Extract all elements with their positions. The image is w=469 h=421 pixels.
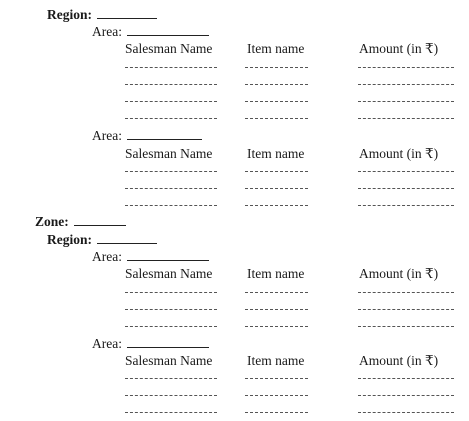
salesman-dash	[125, 292, 217, 293]
salesman-dash	[125, 67, 217, 68]
item-dash	[245, 205, 308, 206]
area-blank	[127, 336, 209, 348]
salesman-dash	[125, 395, 217, 396]
zone-label: Zone:	[35, 214, 126, 230]
header-item-name: Item name	[247, 353, 305, 368]
header-item-name: Item name	[247, 41, 305, 56]
amount-dash	[358, 292, 454, 293]
area-label: Area:	[92, 336, 209, 352]
amount-dash	[358, 188, 454, 189]
item-dash	[245, 412, 308, 413]
amount-dash	[358, 412, 454, 413]
salesman-dash	[125, 188, 217, 189]
item-dash	[245, 101, 308, 102]
item-dash	[245, 378, 308, 379]
amount-dash	[358, 378, 454, 379]
region-blank	[97, 232, 157, 244]
amount-dash	[358, 395, 454, 396]
amount-dash	[358, 101, 454, 102]
header-salesman-name: Salesman Name	[125, 266, 213, 281]
header-amount: Amount (in ₹)	[359, 41, 439, 56]
area-blank	[127, 128, 202, 140]
amount-dash	[358, 67, 454, 68]
salesman-dash	[125, 412, 217, 413]
item-dash	[245, 171, 308, 172]
salesman-dash	[125, 171, 217, 172]
salesman-dash	[125, 84, 217, 85]
amount-dash	[358, 118, 454, 119]
item-dash	[245, 67, 308, 68]
header-amount: Amount (in ₹)	[359, 266, 439, 281]
item-dash	[245, 292, 308, 293]
amount-dash	[358, 171, 454, 172]
area-label: Area:	[92, 128, 202, 144]
area-label: Area:	[92, 24, 209, 40]
header-salesman-name: Salesman Name	[125, 41, 213, 56]
salesman-dash	[125, 101, 217, 102]
item-dash	[245, 188, 308, 189]
area-label: Area:	[92, 249, 209, 265]
header-amount: Amount (in ₹)	[359, 146, 439, 161]
salesman-dash	[125, 326, 217, 327]
area-blank	[127, 249, 209, 261]
zone-blank	[74, 214, 126, 226]
region-label: Region:	[47, 232, 157, 248]
item-dash	[245, 309, 308, 310]
item-dash	[245, 326, 308, 327]
item-dash	[245, 84, 308, 85]
header-salesman-name: Salesman Name	[125, 353, 213, 368]
region-label: Region:	[47, 7, 157, 23]
salesman-dash	[125, 118, 217, 119]
region-blank	[97, 7, 157, 19]
header-salesman-name: Salesman Name	[125, 146, 213, 161]
item-dash	[245, 395, 308, 396]
salesman-dash	[125, 309, 217, 310]
salesman-dash	[125, 378, 217, 379]
amount-dash	[358, 326, 454, 327]
salesman-dash	[125, 205, 217, 206]
header-amount: Amount (in ₹)	[359, 353, 439, 368]
area-blank	[127, 24, 209, 36]
amount-dash	[358, 84, 454, 85]
header-item-name: Item name	[247, 266, 305, 281]
item-dash	[245, 118, 308, 119]
header-item-name: Item name	[247, 146, 305, 161]
amount-dash	[358, 205, 454, 206]
amount-dash	[358, 309, 454, 310]
